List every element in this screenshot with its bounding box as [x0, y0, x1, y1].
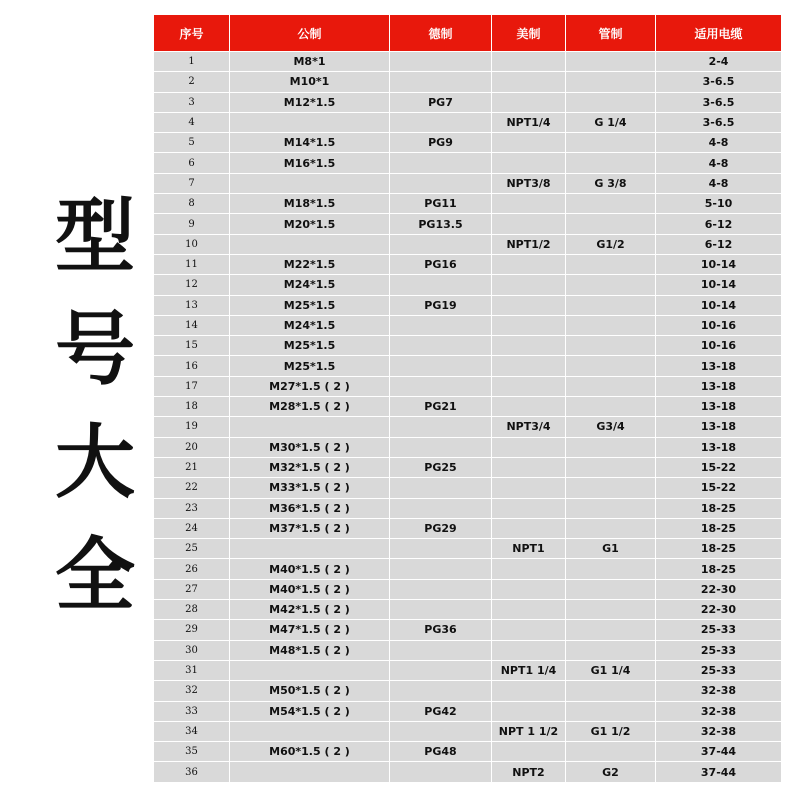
cell-pipe	[566, 315, 656, 335]
cell-metric: M40*1.5 ( 2 )	[230, 559, 390, 579]
cell-cable-range: 4-8	[656, 133, 782, 153]
cell-index: 22	[154, 478, 230, 498]
table-row	[154, 275, 782, 295]
cell-pg	[390, 640, 492, 660]
table-row	[154, 660, 782, 680]
cell-pg	[390, 336, 492, 356]
cell-metric: M24*1.5	[230, 315, 390, 335]
cell-index: 35	[154, 742, 230, 762]
cell-metric: M48*1.5 ( 2 )	[230, 640, 390, 660]
cell-npt	[492, 153, 566, 173]
cell-npt: NPT 1 1/2	[492, 721, 566, 741]
cell-cable-range: 4-8	[656, 173, 782, 193]
table-row	[154, 173, 782, 193]
cell-pipe	[566, 518, 656, 538]
table-row	[154, 681, 782, 701]
cell-npt	[492, 194, 566, 214]
header-pipe: 管制	[566, 15, 656, 52]
cell-index: 19	[154, 417, 230, 437]
table-row	[154, 518, 782, 538]
cell-pg	[390, 539, 492, 559]
cell-pg	[390, 498, 492, 518]
cell-pipe	[566, 620, 656, 640]
cell-index: 17	[154, 376, 230, 396]
cell-pipe	[566, 52, 656, 72]
cell-metric	[230, 721, 390, 741]
table-row	[154, 315, 782, 335]
cell-npt: NPT1	[492, 539, 566, 559]
cell-metric	[230, 762, 390, 782]
header-npt: 美制	[492, 15, 566, 52]
cell-index: 23	[154, 498, 230, 518]
cell-cable-range: 32-38	[656, 701, 782, 721]
cell-npt	[492, 275, 566, 295]
header-metric: 公制	[230, 15, 390, 52]
cell-cable-range: 18-25	[656, 498, 782, 518]
cell-cable-range: 10-16	[656, 315, 782, 335]
cell-cable-range: 37-44	[656, 762, 782, 782]
cell-index: 21	[154, 457, 230, 477]
cell-npt	[492, 214, 566, 234]
table-row	[154, 457, 782, 477]
cell-pipe: G1 1/2	[566, 721, 656, 741]
cell-cable-range: 3-6.5	[656, 72, 782, 92]
cell-metric	[230, 539, 390, 559]
cell-metric: M36*1.5 ( 2 )	[230, 498, 390, 518]
cell-index: 28	[154, 600, 230, 620]
table-row	[154, 478, 782, 498]
side-title-char: 大	[55, 416, 135, 509]
cell-cable-range: 10-14	[656, 254, 782, 274]
cell-npt: NPT3/4	[492, 417, 566, 437]
cell-pipe	[566, 92, 656, 112]
cell-index: 16	[154, 356, 230, 376]
cell-index: 6	[154, 153, 230, 173]
cell-metric: M22*1.5	[230, 254, 390, 274]
cell-cable-range: 2-4	[656, 52, 782, 72]
cell-cable-range: 3-6.5	[656, 112, 782, 132]
cell-index: 30	[154, 640, 230, 660]
cell-pipe	[566, 336, 656, 356]
cell-pipe	[566, 457, 656, 477]
spec-table	[153, 14, 782, 783]
cell-index: 5	[154, 133, 230, 153]
cell-pipe	[566, 153, 656, 173]
table-row	[154, 194, 782, 214]
cell-pipe	[566, 437, 656, 457]
header-pg: 德制	[390, 15, 492, 52]
cell-pg	[390, 112, 492, 132]
table-row	[154, 234, 782, 254]
cell-pipe: G1	[566, 539, 656, 559]
table-row	[154, 376, 782, 396]
cell-cable-range: 25-33	[656, 660, 782, 680]
table-row	[154, 397, 782, 417]
cell-pg: PG21	[390, 397, 492, 417]
table-row	[154, 742, 782, 762]
cell-npt	[492, 397, 566, 417]
cell-metric: M25*1.5	[230, 356, 390, 376]
cell-cable-range: 18-25	[656, 559, 782, 579]
cell-pipe	[566, 397, 656, 417]
cell-cable-range: 4-8	[656, 153, 782, 173]
cell-metric: M37*1.5 ( 2 )	[230, 518, 390, 538]
cell-cable-range: 6-12	[656, 234, 782, 254]
table-row	[154, 356, 782, 376]
cell-npt	[492, 518, 566, 538]
cell-npt: NPT1/2	[492, 234, 566, 254]
cell-index: 36	[154, 762, 230, 782]
cell-pg	[390, 72, 492, 92]
table-row	[154, 539, 782, 559]
cell-index: 14	[154, 315, 230, 335]
cell-metric: M25*1.5	[230, 336, 390, 356]
cell-pg	[390, 153, 492, 173]
cell-pipe	[566, 275, 656, 295]
cell-metric: M32*1.5 ( 2 )	[230, 457, 390, 477]
cell-npt	[492, 742, 566, 762]
cell-pg	[390, 762, 492, 782]
cell-pg	[390, 173, 492, 193]
cell-cable-range: 10-14	[656, 295, 782, 315]
cell-pg	[390, 478, 492, 498]
side-title-char: 号	[55, 303, 135, 396]
cell-pg	[390, 721, 492, 741]
table-row	[154, 254, 782, 274]
cell-pg: PG7	[390, 92, 492, 112]
cell-metric: M20*1.5	[230, 214, 390, 234]
cell-pg	[390, 437, 492, 457]
side-title-char: 型	[55, 190, 135, 283]
table-row	[154, 112, 782, 132]
cell-pg	[390, 315, 492, 335]
cell-npt	[492, 457, 566, 477]
cell-metric: M60*1.5 ( 2 )	[230, 742, 390, 762]
cell-npt	[492, 336, 566, 356]
cell-cable-range: 6-12	[656, 214, 782, 234]
cell-pg: PG19	[390, 295, 492, 315]
table-row	[154, 721, 782, 741]
cell-npt	[492, 315, 566, 335]
cell-cable-range: 5-10	[656, 194, 782, 214]
cell-metric: M25*1.5	[230, 295, 390, 315]
cell-pipe	[566, 72, 656, 92]
cell-pg: PG9	[390, 133, 492, 153]
cell-cable-range: 15-22	[656, 457, 782, 477]
cell-pipe	[566, 214, 656, 234]
cell-pipe	[566, 559, 656, 579]
cell-pipe	[566, 254, 656, 274]
cell-npt	[492, 478, 566, 498]
cell-index: 4	[154, 112, 230, 132]
table-row	[154, 417, 782, 437]
cell-pg	[390, 579, 492, 599]
table-row	[154, 579, 782, 599]
cell-pg: PG29	[390, 518, 492, 538]
cell-pipe	[566, 742, 656, 762]
cell-metric	[230, 660, 390, 680]
cell-metric	[230, 234, 390, 254]
cell-index: 26	[154, 559, 230, 579]
cell-npt: NPT3/8	[492, 173, 566, 193]
cell-index: 11	[154, 254, 230, 274]
cell-metric: M47*1.5 ( 2 )	[230, 620, 390, 640]
cell-index: 1	[154, 52, 230, 72]
cell-pg	[390, 660, 492, 680]
cell-metric: M16*1.5	[230, 153, 390, 173]
cell-npt	[492, 498, 566, 518]
cell-npt	[492, 356, 566, 376]
cell-index: 15	[154, 336, 230, 356]
cell-index: 25	[154, 539, 230, 559]
cell-metric: M30*1.5 ( 2 )	[230, 437, 390, 457]
cell-index: 7	[154, 173, 230, 193]
cell-pg	[390, 356, 492, 376]
table-row	[154, 701, 782, 721]
cell-cable-range: 13-18	[656, 376, 782, 396]
cell-cable-range: 22-30	[656, 600, 782, 620]
cell-pipe: G1 1/4	[566, 660, 656, 680]
cell-pipe	[566, 478, 656, 498]
cell-cable-range: 25-33	[656, 620, 782, 640]
cell-metric: M33*1.5 ( 2 )	[230, 478, 390, 498]
cell-metric: M14*1.5	[230, 133, 390, 153]
cell-pipe	[566, 579, 656, 599]
table-row	[154, 437, 782, 457]
cell-npt	[492, 681, 566, 701]
cell-cable-range: 3-6.5	[656, 92, 782, 112]
cell-index: 2	[154, 72, 230, 92]
cell-cable-range: 13-18	[656, 417, 782, 437]
cell-pipe	[566, 194, 656, 214]
cell-cable-range: 37-44	[656, 742, 782, 762]
cell-index: 31	[154, 660, 230, 680]
cell-pg	[390, 600, 492, 620]
cell-index: 12	[154, 275, 230, 295]
cell-pipe: G3/4	[566, 417, 656, 437]
cell-pipe: G1/2	[566, 234, 656, 254]
cell-pipe	[566, 133, 656, 153]
cell-cable-range: 32-38	[656, 681, 782, 701]
cell-index: 13	[154, 295, 230, 315]
cell-npt	[492, 376, 566, 396]
cell-metric	[230, 173, 390, 193]
cell-index: 33	[154, 701, 230, 721]
cell-metric: M18*1.5	[230, 194, 390, 214]
side-title-char: 全	[55, 529, 135, 622]
table-row	[154, 52, 782, 72]
cell-metric: M28*1.5 ( 2 )	[230, 397, 390, 417]
cell-pg: PG42	[390, 701, 492, 721]
cell-pg: PG16	[390, 254, 492, 274]
header-index: 序号	[154, 15, 230, 52]
cell-pipe: G2	[566, 762, 656, 782]
cell-metric	[230, 112, 390, 132]
table-row	[154, 72, 782, 92]
cell-pg	[390, 234, 492, 254]
table-row	[154, 133, 782, 153]
cell-pg: PG36	[390, 620, 492, 640]
cell-metric	[230, 417, 390, 437]
cell-pg: PG11	[390, 194, 492, 214]
cell-pipe	[566, 681, 656, 701]
cell-npt	[492, 579, 566, 599]
cell-npt	[492, 72, 566, 92]
cell-index: 27	[154, 579, 230, 599]
cell-pg	[390, 275, 492, 295]
cell-cable-range: 10-14	[656, 275, 782, 295]
cell-metric: M8*1	[230, 52, 390, 72]
cell-pg	[390, 376, 492, 396]
side-title	[40, 180, 150, 632]
cell-index: 8	[154, 194, 230, 214]
cell-cable-range: 18-25	[656, 518, 782, 538]
table-row	[154, 620, 782, 640]
cell-index: 10	[154, 234, 230, 254]
cell-index: 34	[154, 721, 230, 741]
table-row	[154, 559, 782, 579]
cell-cable-range: 13-18	[656, 437, 782, 457]
table-row	[154, 762, 782, 782]
cell-cable-range: 25-33	[656, 640, 782, 660]
cell-pg: PG25	[390, 457, 492, 477]
table-row	[154, 600, 782, 620]
table-row	[154, 295, 782, 315]
cell-cable-range: 13-18	[656, 397, 782, 417]
cell-pg	[390, 52, 492, 72]
cell-npt	[492, 600, 566, 620]
cell-pipe	[566, 640, 656, 660]
cell-pg: PG13.5	[390, 214, 492, 234]
cell-metric: M50*1.5 ( 2 )	[230, 681, 390, 701]
cell-pg	[390, 559, 492, 579]
cell-metric: M42*1.5 ( 2 )	[230, 600, 390, 620]
cell-npt	[492, 52, 566, 72]
cell-cable-range: 32-38	[656, 721, 782, 741]
cell-pipe	[566, 356, 656, 376]
cell-pg: PG48	[390, 742, 492, 762]
cell-npt: NPT1 1/4	[492, 660, 566, 680]
cell-index: 32	[154, 681, 230, 701]
cell-npt	[492, 701, 566, 721]
table-header-row	[154, 15, 782, 52]
cell-npt: NPT1/4	[492, 112, 566, 132]
cell-index: 29	[154, 620, 230, 640]
cell-cable-range: 10-16	[656, 336, 782, 356]
cell-npt: NPT2	[492, 762, 566, 782]
cell-metric: M10*1	[230, 72, 390, 92]
table-body	[154, 52, 782, 783]
cell-metric: M27*1.5 ( 2 )	[230, 376, 390, 396]
cell-cable-range: 18-25	[656, 539, 782, 559]
table-row	[154, 153, 782, 173]
header-cable-range: 适用电缆	[656, 15, 782, 52]
cell-pipe: G 1/4	[566, 112, 656, 132]
cell-pipe	[566, 701, 656, 721]
cell-npt	[492, 295, 566, 315]
cell-index: 18	[154, 397, 230, 417]
table-row	[154, 336, 782, 356]
cell-npt	[492, 620, 566, 640]
cell-npt	[492, 133, 566, 153]
cell-npt	[492, 437, 566, 457]
cell-cable-range: 22-30	[656, 579, 782, 599]
cell-pg	[390, 417, 492, 437]
table-row	[154, 92, 782, 112]
cell-npt	[492, 92, 566, 112]
cell-index: 3	[154, 92, 230, 112]
cell-cable-range: 13-18	[656, 356, 782, 376]
table-row	[154, 214, 782, 234]
cell-pipe	[566, 376, 656, 396]
cell-pipe	[566, 498, 656, 518]
cell-metric: M24*1.5	[230, 275, 390, 295]
cell-index: 24	[154, 518, 230, 538]
cell-metric: M54*1.5 ( 2 )	[230, 701, 390, 721]
cell-pg	[390, 681, 492, 701]
cell-metric: M40*1.5 ( 2 )	[230, 579, 390, 599]
cell-index: 9	[154, 214, 230, 234]
cell-pipe	[566, 295, 656, 315]
table-row	[154, 640, 782, 660]
cell-npt	[492, 640, 566, 660]
cell-pipe	[566, 600, 656, 620]
cell-npt	[492, 559, 566, 579]
cell-metric: M12*1.5	[230, 92, 390, 112]
cell-pipe: G 3/8	[566, 173, 656, 193]
cell-npt	[492, 254, 566, 274]
cell-index: 20	[154, 437, 230, 457]
cell-cable-range: 15-22	[656, 478, 782, 498]
table-row	[154, 498, 782, 518]
